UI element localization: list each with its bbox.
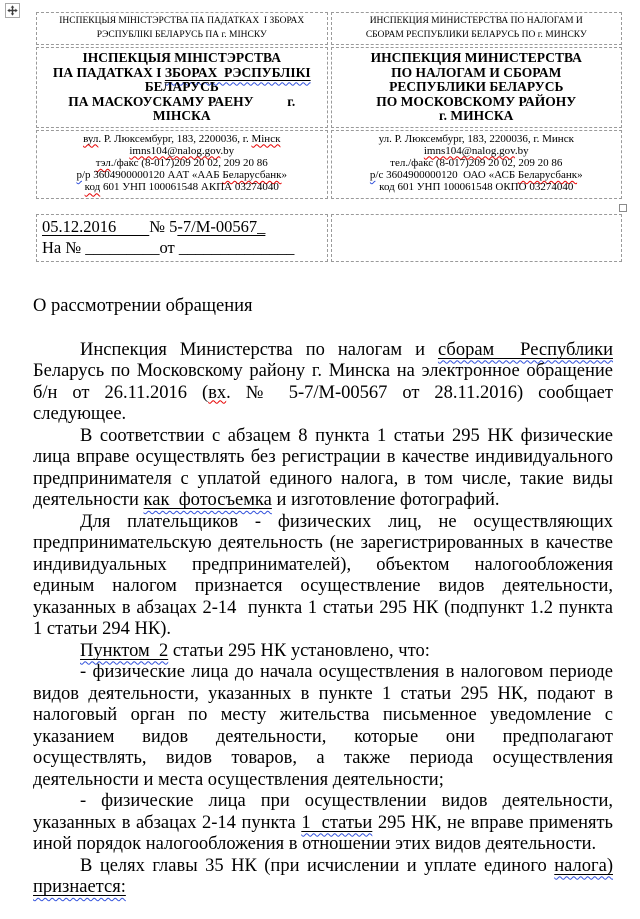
text-line xyxy=(334,95,620,110)
letterhead-contacts-by xyxy=(36,130,328,199)
date-number-cell xyxy=(36,214,328,262)
text-segment: ПА МАСКОУСКАМУ РАЕНУ г. xyxy=(68,93,296,109)
text-segment: ./факс (8-017)209 20 02, 209 20 86 xyxy=(110,156,268,169)
text-line xyxy=(39,169,325,181)
text-segment: На № _________от ______________ xyxy=(42,237,295,257)
text-line xyxy=(39,15,325,29)
text-line xyxy=(42,216,322,237)
text-line xyxy=(334,15,620,29)
letterhead-table xyxy=(33,10,625,201)
text-line xyxy=(39,80,325,95)
letterhead-caption-by xyxy=(36,12,328,45)
text-segment: 601 УНП 100061548 АКПА 03274040 xyxy=(100,181,279,194)
spelling-flagged-text: вх xyxy=(208,382,227,403)
text-segment: г. МИНСКА xyxy=(439,108,514,123)
letterhead-caption-ru xyxy=(331,12,623,45)
paragraph xyxy=(33,791,613,856)
text-line xyxy=(334,109,620,124)
text-segment: ІНСПЕКЦЫЯ МІНІСТЭРСТВА xyxy=(82,50,281,65)
grammar-wave: ЗБОРАХ РЭСПУБЛІКІ xyxy=(164,64,311,80)
text-line xyxy=(334,169,620,181)
text-segment: » xyxy=(281,169,288,182)
text-line xyxy=(39,157,325,169)
grammar-flagged-text: р xyxy=(369,169,376,182)
text-segment: и изготовление фотографий. xyxy=(271,490,500,511)
text-segment: . Р. Люксембург, 183, 2200036, г. xyxy=(98,132,252,145)
text-segment: ПО НАЛОГАМ И СБОРАМ xyxy=(391,64,562,80)
spelling-flagged-text: imns104@nalog.gov xyxy=(129,144,221,157)
paragraph xyxy=(33,641,613,663)
text-segment: В целях главы 35 НК (при исчислении и уплате единого xyxy=(80,855,555,876)
text-line xyxy=(334,80,620,95)
text-line xyxy=(334,66,620,81)
text-line xyxy=(39,145,325,157)
text-segment: ИНСПЕКЦИЯ МИНИСТЕРСТВА ПО НАЛОГАМ И xyxy=(369,16,583,26)
grammar-wave: 1 статьи xyxy=(301,812,373,833)
text-segment: - физические лица при осуществлении видов деятельности, указанных в абзацах 2-14 пункта xyxy=(33,791,613,833)
grammar-flagged-underlined-text xyxy=(165,65,311,80)
paragraph xyxy=(33,340,613,426)
grammar-wave: Пунктом 2 xyxy=(80,640,169,661)
grammar-wave: сборам Республики xyxy=(437,339,613,360)
paragraph xyxy=(33,662,613,791)
text-line xyxy=(39,66,325,81)
grammar-flagged-underlined-text xyxy=(438,340,613,360)
text-line xyxy=(334,181,620,193)
grammar-flagged-text: р xyxy=(76,169,82,182)
text-segment: Инспекция Министерства по налогам и xyxy=(80,339,438,360)
text-segment: В соответствии с абзацем 8 пункта 1 статьи 295 НК физические лица вправе осуществлять без регистрации в качестве индивидуального предпринимателя с уплатой единого налога, в том числе, такие виды деятельности xyxy=(33,425,613,511)
text-segment: - физические лица до начала осуществления в налоговом периоде видов деятельности, указанных в пункте 1 статьи 295 НК, подают в налоговый орган по месту жительства письменное уведомление с указанием видов деятельности, которые они предполагают осуществлять, видов товаров, а также периода осуществления деятельности и места осуществления деятельности; xyxy=(33,662,613,790)
spelling-flagged-text: Беларусбанк xyxy=(517,169,578,182)
text-segment: ІНСПЕКЦЫЯ МІНІСТЭРСТВА ПА ПАДАТКАХ І ЗБОРАХ xyxy=(59,16,305,26)
paragraph xyxy=(33,856,613,899)
spelling-flagged-text: вул xyxy=(83,132,99,145)
text-line xyxy=(334,29,620,43)
text-line xyxy=(39,133,325,145)
text-line xyxy=(334,157,620,169)
text-line xyxy=(39,51,325,66)
text-segment: БЕЛАРУСЬ xyxy=(144,79,219,94)
reference-empty-cell xyxy=(331,214,623,262)
text-segment: .by xyxy=(514,144,529,157)
text-line xyxy=(39,109,325,124)
text-segment: ПА ПАДАТКАХ І xyxy=(52,64,165,80)
text-segment: 295 НК, не вправе применять иной порядок налогообложения в отношении этих видов деятельности. xyxy=(33,812,613,855)
spelling-flagged-text: Беларусбанк xyxy=(222,169,282,182)
text-segment: № 5 xyxy=(149,216,178,236)
text-segment: РЭСПУБЛІКІ БЕЛАРУСЬ ПА г. МІНСКУ xyxy=(96,29,267,40)
text-line xyxy=(42,237,322,258)
text-segment: /с 3604900000120 ОАО «АСБ xyxy=(375,169,518,182)
grammar-wave: как фотосъемка xyxy=(143,490,272,511)
underlined-text: -7/М-00567_ xyxy=(177,216,266,236)
spelling-flagged-text: тэл xyxy=(95,156,111,169)
text-segment: Беларусь по Московскому району г. Минска на электронное обращение б/н от 26.11.2016 ( xyxy=(33,361,613,403)
paragraph xyxy=(33,426,613,512)
text-line xyxy=(334,51,620,66)
subject-line: О рассмотрении обращения xyxy=(33,295,253,316)
text-line xyxy=(39,29,325,43)
text-line xyxy=(334,133,620,145)
grammar-wave: налога) признается: xyxy=(33,855,613,898)
letterhead-title-by xyxy=(36,47,328,128)
grammar-flagged-underlined-text xyxy=(80,641,168,661)
grammar-flagged-underlined-text xyxy=(144,490,272,510)
reference-line-table xyxy=(33,212,625,264)
text-segment: /р 3604900000120 ААТ «ААБ xyxy=(81,169,223,182)
move-cross-icon xyxy=(7,5,18,16)
text-segment: код 601 УНП 100061548 ОКПО 03274040 xyxy=(379,181,574,194)
text-line xyxy=(39,181,325,193)
table-resize-handle[interactable] xyxy=(619,204,627,212)
paragraph xyxy=(33,512,613,641)
table-move-handle[interactable] xyxy=(5,3,20,18)
text-segment: СБОРАМ РЕСПУБЛИКИ БЕЛАРУСЬ ПО г. МИНСКУ xyxy=(365,29,587,40)
text-segment: .by xyxy=(220,144,235,157)
spelling-flagged-text: imns104@nalog.gov xyxy=(423,144,515,157)
letterhead-contacts-ru xyxy=(331,130,623,199)
letterhead-wrapper xyxy=(33,10,625,201)
text-segment: ПО МОСКОВСКОМУ РАЙОНУ xyxy=(376,93,577,109)
grammar-flagged-underlined-text xyxy=(301,813,372,833)
text-segment: . № 5-7/М-00567 от 28.11.2016) сообщает следующее. xyxy=(33,382,613,425)
text-segment: статьи 295 НК установлено, что: xyxy=(168,640,430,661)
spelling-flagged-text: код xyxy=(84,181,101,194)
text-segment: ул. Р. Люксембург, 183, 2200036, г. Минск xyxy=(378,132,574,145)
underlined-text: 05.12.2016 xyxy=(42,216,150,236)
text-segment: Для плательщиков - физических лиц, не осуществляющих предпринимательскую деятельность (не зарегистрированных в качестве индивидуальных предпринимателей), объектом налогообложения единым налогом признается осуществление видов деятельности, указанных в абзацах 2-14 пункта 1 статьи 295 НК (подпункт 1.2 пункта 1 статьи 294 НК). xyxy=(33,511,613,640)
text-segment: МІНСКА xyxy=(152,108,211,123)
text-line xyxy=(334,145,620,157)
body-paragraphs xyxy=(33,340,613,899)
text-segment: тел./факс (8-017)209 20 02, 209 20 86 xyxy=(390,156,563,169)
letterhead-title-ru xyxy=(331,47,623,128)
spelling-flagged-text: Мінск xyxy=(251,132,281,145)
text-segment: ИНСПЕКЦИЯ МИНИСТЕРСТВА xyxy=(370,50,582,65)
text-segment: » xyxy=(577,169,583,182)
text-line xyxy=(39,95,325,110)
text-segment: РЕСПУБЛИКИ БЕЛАРУСЬ xyxy=(389,79,564,94)
